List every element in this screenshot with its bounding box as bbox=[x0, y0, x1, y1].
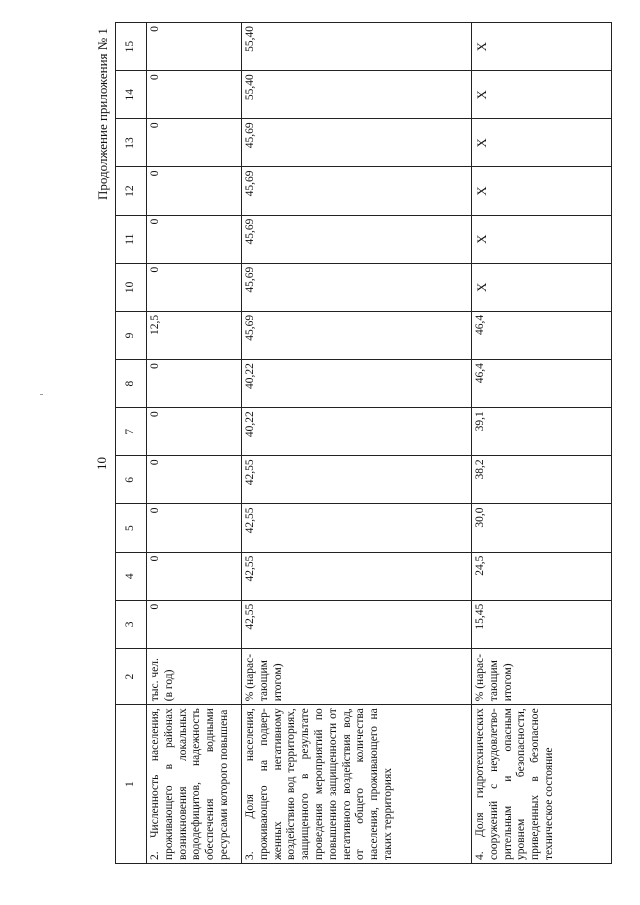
column-header-5: 5 bbox=[116, 504, 147, 552]
column-header-14: 14 bbox=[116, 71, 147, 119]
value-cell: Х bbox=[472, 263, 612, 311]
value-cell: 40,22 bbox=[242, 360, 472, 408]
table-row bbox=[472, 23, 612, 864]
value-cell: 45,69 bbox=[242, 263, 472, 311]
value-cell: 38,2 bbox=[472, 456, 612, 504]
table-row bbox=[242, 23, 472, 864]
value-cell: 42,55 bbox=[242, 600, 472, 648]
value-cell: 15,45 bbox=[472, 600, 612, 648]
value-cell: 55,40 bbox=[242, 71, 472, 119]
value-cell: 0 bbox=[147, 215, 242, 263]
value-cell: 0 bbox=[147, 23, 242, 71]
value-cell: 0 bbox=[147, 71, 242, 119]
indicator-unit: тыс. чел. (в год) bbox=[147, 648, 242, 704]
column-header-2: 2 bbox=[116, 648, 147, 704]
value-cell: 45,69 bbox=[242, 215, 472, 263]
rotated-table-container bbox=[115, 22, 592, 864]
value-cell: 42,55 bbox=[242, 552, 472, 600]
value-cell: 24,5 bbox=[472, 552, 612, 600]
value-cell: Х bbox=[472, 215, 612, 263]
column-header-10: 10 bbox=[116, 263, 147, 311]
value-cell: 0 bbox=[147, 360, 242, 408]
value-cell: 45,69 bbox=[242, 119, 472, 167]
column-header-3: 3 bbox=[116, 600, 147, 648]
value-cell: 46,4 bbox=[472, 311, 612, 359]
value-cell: Х bbox=[472, 167, 612, 215]
value-cell: 0 bbox=[147, 167, 242, 215]
value-cell: 0 bbox=[147, 456, 242, 504]
column-header-13: 13 bbox=[116, 119, 147, 167]
value-cell: 30,0 bbox=[472, 504, 612, 552]
value-cell: 39,1 bbox=[472, 408, 612, 456]
value-cell: 45,69 bbox=[242, 167, 472, 215]
column-header-12: 12 bbox=[116, 167, 147, 215]
column-header-7: 7 bbox=[116, 408, 147, 456]
indicator-unit: % (нарас-тающим итогом) bbox=[242, 648, 472, 704]
value-cell: 12,5 bbox=[147, 311, 242, 359]
column-header-9: 9 bbox=[116, 311, 147, 359]
value-cell: 0 bbox=[147, 408, 242, 456]
scan-mark bbox=[40, 394, 43, 395]
page-number: 10 bbox=[94, 457, 109, 470]
indicator-unit: % (нарас-тающим итогом) bbox=[472, 648, 612, 704]
column-header-1: 1 bbox=[116, 705, 147, 864]
value-cell: Х bbox=[472, 23, 612, 71]
value-cell: Х bbox=[472, 119, 612, 167]
value-cell: 0 bbox=[147, 504, 242, 552]
column-header-8: 8 bbox=[116, 360, 147, 408]
column-header-11: 11 bbox=[116, 215, 147, 263]
column-header-6: 6 bbox=[116, 456, 147, 504]
table-body bbox=[147, 23, 612, 864]
indicator-description: 2. Численность населения, проживающего в районах возникновения локальных вододефицитов, надежность обеспечения водными ресурсами которого повышена bbox=[147, 705, 242, 864]
value-cell: Х bbox=[472, 71, 612, 119]
value-cell: 42,55 bbox=[242, 504, 472, 552]
value-cell: 45,69 bbox=[242, 311, 472, 359]
value-cell: 0 bbox=[147, 263, 242, 311]
indicators-table bbox=[115, 22, 612, 864]
table-row bbox=[147, 23, 242, 864]
indicator-description: 4. Доля гидротехнических сооружений с неудовлетво-рительным и опасным уровнем безопасности, приведенных в безопасное техническое состояние bbox=[472, 705, 612, 864]
value-cell: 0 bbox=[147, 600, 242, 648]
value-cell: 0 bbox=[147, 119, 242, 167]
indicator-description: 3. Доля населения, проживающего на подвер-женных негативному воздействию вод территориях, защищенного в результате проведения мероприятий по повышению защищенности от негативного воздействия вод, от общего количества населения, проживающего на таких территориях bbox=[242, 705, 472, 864]
value-cell: 55,40 bbox=[242, 23, 472, 71]
value-cell: 40,22 bbox=[242, 408, 472, 456]
value-cell: 0 bbox=[147, 552, 242, 600]
column-header-4: 4 bbox=[116, 552, 147, 600]
value-cell: 46,4 bbox=[472, 360, 612, 408]
continuation-label: Продолжение приложения № 1 bbox=[95, 28, 110, 200]
column-header-15: 15 bbox=[116, 23, 147, 71]
header-row bbox=[116, 23, 147, 864]
value-cell: 42,55 bbox=[242, 456, 472, 504]
